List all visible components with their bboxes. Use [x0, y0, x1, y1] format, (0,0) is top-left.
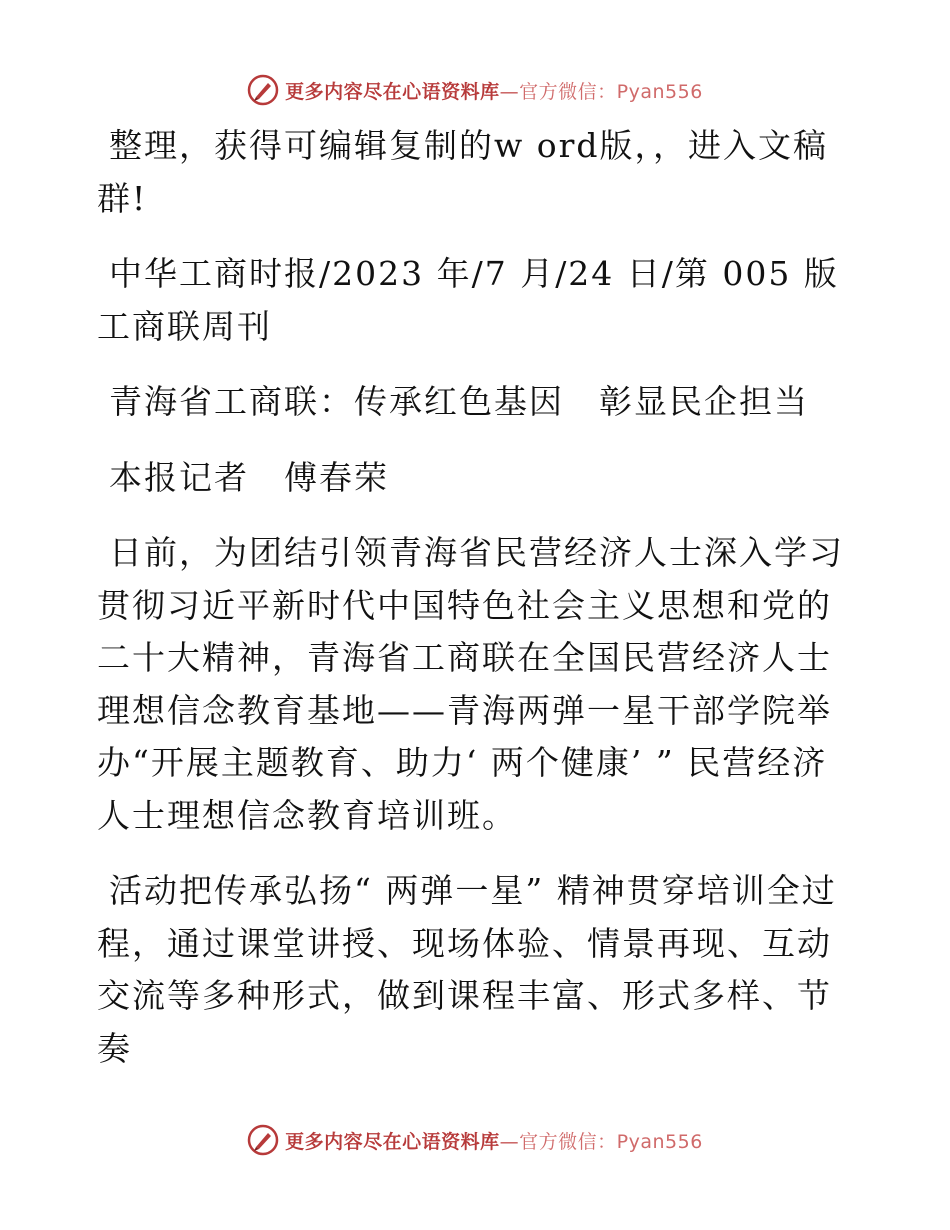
- footer-banner: [0, 1120, 950, 1160]
- red-quill-logo-icon: [247, 74, 279, 106]
- article-byline: 本报记者 傅春荣: [109, 457, 389, 497]
- footer-site-text: 更多内容尽在心语资料库: [285, 1130, 500, 1153]
- footer-banner-text: [285, 1127, 703, 1154]
- document-body: [97, 120, 852, 1098]
- header-banner-text: [285, 77, 703, 104]
- paragraph-source: 中华工商时报/2023 年/7 月/24 日/第 005 版工商联周刊: [97, 254, 839, 346]
- header-separator: —: [499, 80, 520, 103]
- header-banner: [0, 70, 950, 110]
- header-site-text: 更多内容尽在心语资料库: [285, 80, 500, 103]
- footer-wechat-text: 官方微信：Pyan556: [519, 1130, 703, 1153]
- paragraph-body-1: 日前，为团结引领青海省民营经济人士深入学习贯彻习近平新时代中国特色社会主义思想和党的二十大精神，青海省工商联在全国民营经济人士理想信念教育基地——青海两弹一星干部学院举办“开展主题教育、助力‘ 两个健康’ ” 民营经济人士理想信念教育培训班。: [97, 533, 844, 835]
- red-quill-logo-icon: [247, 1124, 279, 1156]
- header-wechat-text: 官方微信：Pyan556: [519, 80, 703, 103]
- paragraph-intro: 整理，获得可编辑复制的w ord版，，进入文稿群!: [97, 126, 829, 218]
- article-title: 青海省工商联：传承红色基因 彰显民企担当: [109, 382, 809, 421]
- paragraph-body-2: 活动把传承弘扬“ 两弹一星” 精神贯穿培训全过程，通过课堂讲授、现场体验、情景再现、互动交流等多种形式，做到课程丰富、形式多样、节奏: [97, 871, 837, 1068]
- footer-separator: —: [499, 1130, 520, 1153]
